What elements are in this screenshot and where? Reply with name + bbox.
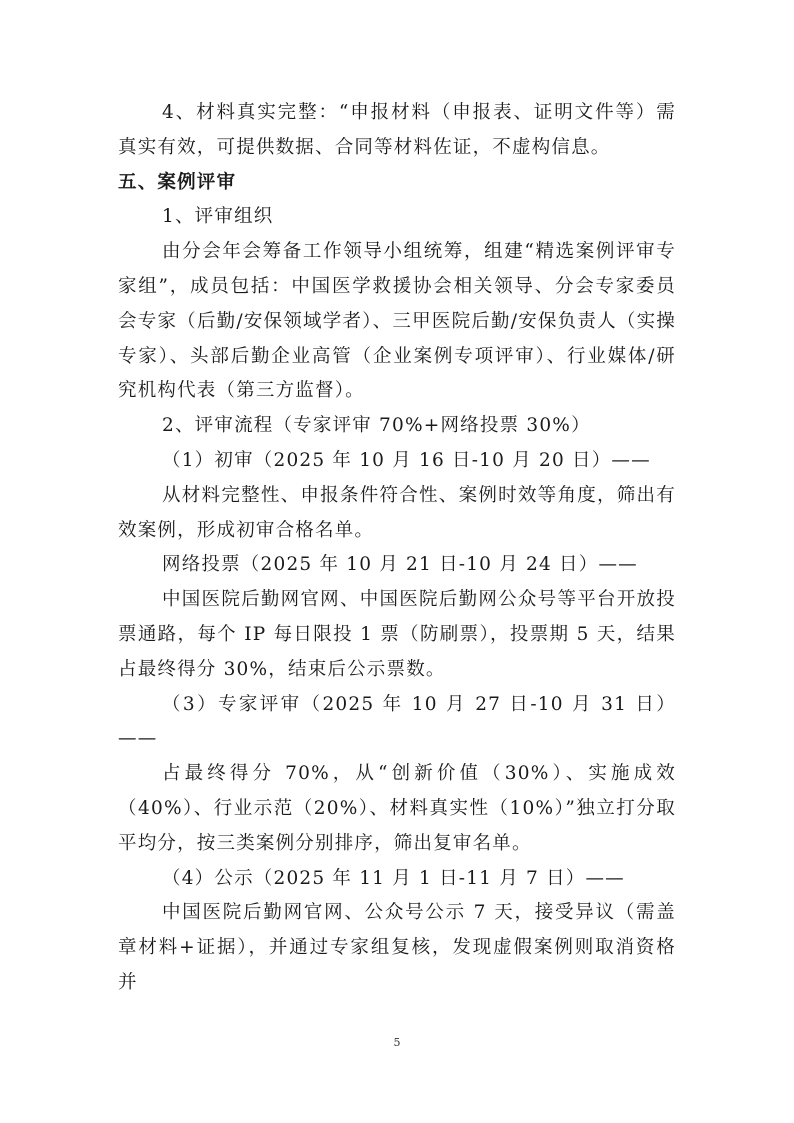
subheading-review-process: 2、评审流程（专家评审 70%+网络投票 30%）	[162, 415, 591, 437]
subheading-review-organization: 1、评审组织	[162, 206, 274, 228]
section-heading-case-review: 五、案例评审	[118, 171, 237, 193]
paragraph-publicity: 中国医院后勤网官网、公众号公示 7 天，接受异议（需盖章材料+证据），并通过专家组复核，发现虚假案例则取消资格并	[118, 902, 676, 993]
document-body	[118, 96, 676, 1001]
step-initial-review: （1）初审（2025 年 10 月 16 日-10 月 20 日）——	[162, 449, 651, 471]
paragraph-online-voting: 中国医院后勤网官网、中国医院后勤网公众号等平台开放投票通路，每个 IP 每日限投 1 票（防刷票），投票期 5 天，结果占最终得分 30%，结束后公示票数。	[118, 589, 676, 680]
paragraph-material-authenticity: 4、材料真实完整：“申报材料（申报表、证明文件等）需真实有效，可提供数据、合同等材料佐证，不虚构信息。	[118, 102, 676, 158]
step-publicity: （4）公示（2025 年 11 月 1 日-11 月 7 日）——	[162, 867, 625, 889]
step-expert-review: （3）专家评审（2025 年 10 月 27 日-10 月 31 日）——	[118, 693, 676, 750]
step-online-voting: 网络投票（2025 年 10 月 21 日-10 月 24 日）——	[162, 554, 638, 576]
paragraph-initial-review: 从材料完整性、申报条件符合性、案例时效等角度，筛出有效案例，形成初审合格名单。	[118, 484, 676, 541]
paragraph-expert-review: 占最终得分 70%，从“创新价值（30%）、实施成效（40%）、行业示范（20%）、材料真实性（10%）”独立打分取平均分，按三类案例分别排序，筛出复审名单。	[118, 763, 676, 854]
paragraph-review-panel: 由分会年会筹备工作领导小组统筹，组建“精选案例评审专家组”，成员包括：中国医学救援协会相关领导、分会专家委员会专家（后勤/安保领域学者）、三甲医院后勤/安保负责人（实操专家）、头部后勤企业高管（企业案例专项评审）、行业媒体/研究机构代表（第三方监督）。	[118, 241, 676, 402]
page-number: 5	[393, 1036, 401, 1049]
